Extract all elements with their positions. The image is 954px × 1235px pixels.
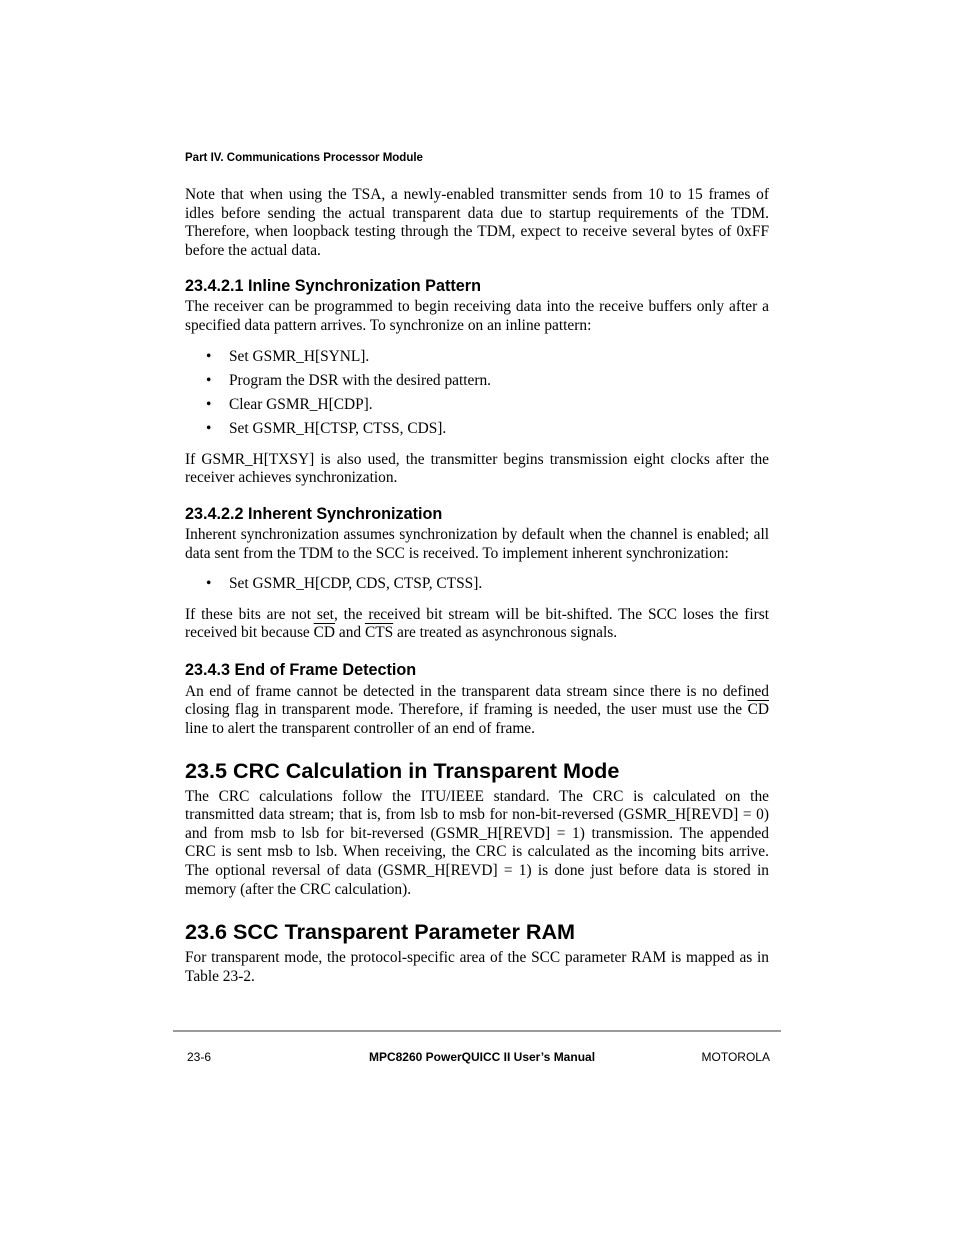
txsy-paragraph: If GSMR_H[TXSY] is also used, the transmitter begins transmission eight clocks after the receiver achieves synchronization. <box>185 450 769 487</box>
running-head: Part IV. Communications Processor Module <box>185 152 423 164</box>
list-item: • Set GSMR_H[SYNL]. <box>206 347 370 365</box>
cd-signal: $\overline{CD}$ <box>313 624 336 642</box>
list-item: • Set GSMR_H[CDP, CDS, CTSP, CTSS]. <box>206 575 483 593</box>
page-body <box>185 186 769 986</box>
bullet-icon: • <box>206 395 212 413</box>
inherent-sync-paragraph: Inherent synchronization assumes synchronization by default when the channel is enabled; all data sent from the TDM to the SCC is received. To implement inherent synchronization: <box>185 525 769 562</box>
parameter-ram-paragraph: For transparent mode, the protocol-specific area of the SCC parameter RAM is mapped as in Table 23-2. <box>185 949 769 985</box>
heading-23-4-2-2: 23.4.2.2 Inherent Synchronization <box>185 504 443 523</box>
footer-divider <box>173 1030 781 1032</box>
heading-23-4-3: 23.4.3 End of Frame Detection <box>185 660 417 679</box>
crc-paragraph: The CRC calculations follow the ITU/IEEE standard. The CRC is calculated on the transmitted data stream; that is, from lsb to msb for non-bit-reversed (GSMR_H[REVD] = 0) and from msb to lsb for bit-reversed (GSMR_H[REVD] = 1) transmission. The appended CRC is sent msb to lsb. When receiving, the CRC is calculated as the incoming bits arrive. The optional reversal of data (GSMR_H[REVD] = 1) is done just before data is stored in memory (after the CRC calculation). <box>185 787 769 898</box>
page-number: 23-6 <box>187 1050 212 1064</box>
heading-23-5: 23.5 CRC Calculation in Transparent Mode <box>185 757 620 783</box>
intro-paragraph: Note that when using the TSA, a newly-enabled transmitter sends from 10 to 15 frames of idles before sending the actual transparent data due to startup requirements of the TDM. Therefore, when loopback testing through the TDM, expect to receive several bytes of 0xFF before the actual data. <box>185 186 769 259</box>
inline-sync-paragraph: The receiver can be programmed to begin receiving data into the receive buffers only after a specified data pattern arrives. To synchronize on an inline pattern: <box>185 298 769 334</box>
heading-23-4-2-1: 23.4.2.1 Inline Synchronization Pattern <box>185 277 481 296</box>
manual-title: MPC8260 PowerQUICC II User’s Manual <box>368 1050 596 1064</box>
bullet-icon: • <box>206 420 212 438</box>
bit-shift-paragraph: If these bits are not set, the received bit stream will be bit-shifted. The SCC loses the first received bit because $\overline{CD}$ and $\overline{CTS}$ are treated as asynchronous signals. <box>185 605 769 642</box>
cd-signal: $\overline{CD}$ <box>747 701 769 719</box>
bullet-icon: • <box>206 371 212 389</box>
list-item: • Clear GSMR_H[CDP]. <box>206 395 373 413</box>
list-item: • Program the DSR with the desired pattern. <box>206 371 492 389</box>
list-item: • Set GSMR_H[CTSP, CTSS, CDS]. <box>206 420 447 438</box>
end-of-frame-paragraph: An end of frame cannot be detected in the transparent data stream since there is no defined closing flag in transparent mode. Therefore, if framing is needed, the user must use the $\overline{CD}$ line to alert the transparent controller of an end of frame. <box>185 682 769 738</box>
cts-signal: $\overline{CTS}$ <box>364 624 394 642</box>
bullet-icon: • <box>206 575 212 593</box>
company-name: MOTOROLA <box>701 1050 770 1064</box>
inherent-sync-steps <box>185 575 769 594</box>
heading-23-6: 23.6 SCC Transparent Parameter RAM <box>185 919 576 945</box>
inline-sync-steps <box>185 348 769 439</box>
bullet-icon: • <box>206 347 212 365</box>
